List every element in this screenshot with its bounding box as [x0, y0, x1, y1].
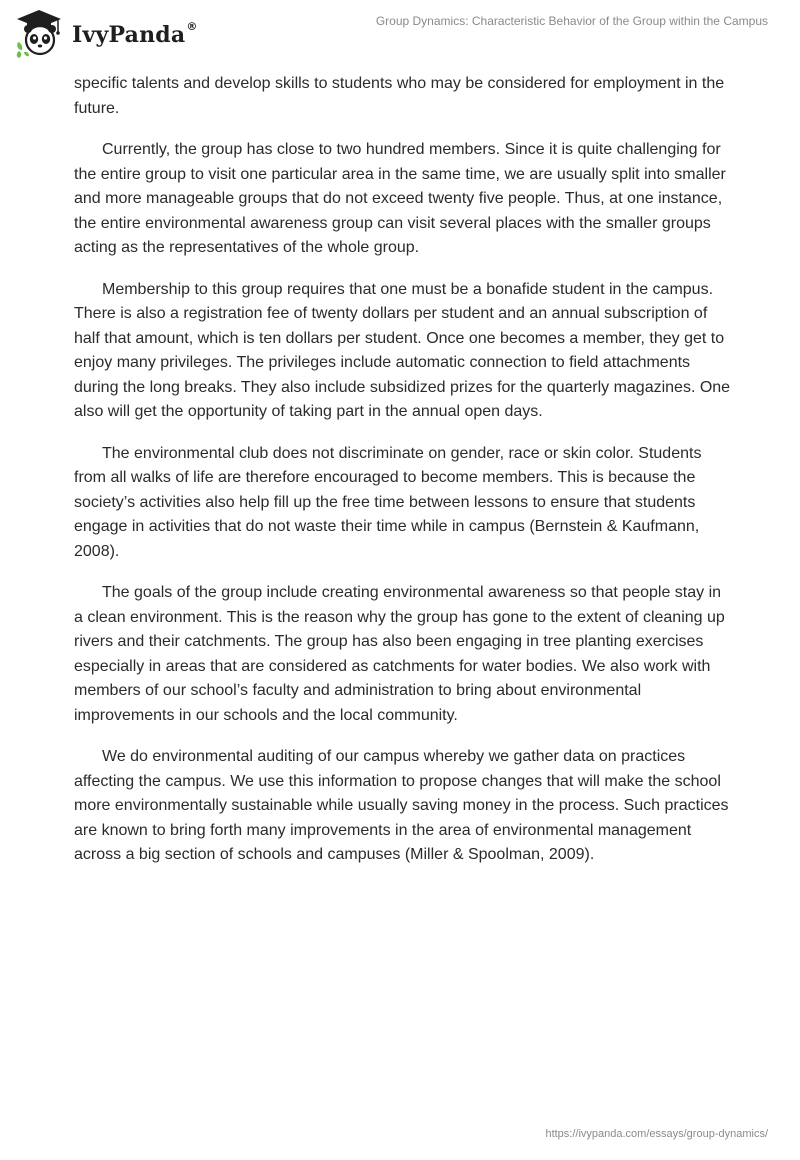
- registered-mark: ®: [186, 19, 198, 33]
- ivypanda-logo[interactable]: [14, 8, 198, 58]
- paragraph-goals: The goals of the group include creating environmental awareness so that people stay in a clean environment. This is the reason why the group has gone to the extent of cleaning up rivers and their catchments. The group has also been engaging in tree planting exercises especially in areas that are considered as catchments for water bodies. We also work with members of our school’s faculty and administration to bring about environmental improvements in our schools and the local community.: [74, 584, 725, 724]
- essay-body: [74, 72, 734, 885]
- paragraph-membership-size: Currently, the group has close to two hundred members. Since it is quite challenging for the entire group to visit one particular area in the same time, we are usually split into smaller and more manageable groups that do not exceed twenty five people. Thus, at one instance, the entire environmental awareness group can visit several places with the smaller groups acting as the representatives of the whole group.: [74, 141, 726, 256]
- panda-logo-icon: [14, 8, 64, 58]
- paragraph-continued: specific talents and develop skills to students who may be considered for employment in the future.: [74, 75, 725, 117]
- page-header: [0, 0, 800, 70]
- paragraph-inclusivity: The environmental club does not discriminate on gender, race or skin color. Students from all walks of life are therefore encouraged to become members. This is because the society’s activities also help fill up the free time between lessons to ensure that students engage in activities that do not waste their time while in campus (Bernstein & Kaufmann, 2008).: [74, 444, 702, 560]
- document-title: Group Dynamics: Characteristic Behavior of the Group within the Campus: [375, 14, 768, 28]
- paragraph-auditing: We do environmental auditing of our campus whereby we gather data on practices affecting the campus. We use this information to propose changes that will make the school more environmentally sustainable while usually saving money in the process. Such practices are known to bring forth many improvements in the area of environmental management across a big section of schools and campuses (Miller & Spoolman, 2009).: [74, 748, 729, 863]
- source-url-link[interactable]: https://ivypanda.com/essays/group-dynamics/: [545, 1128, 768, 1140]
- paragraph-membership-requirements: Membership to this group requires that one must be a bonafide student in the campus. There is also a registration fee of twenty dollars per student and an annual subscription of half that amount, which is ten dollars per student. Once one becomes a member, they get to enjoy many privileges. The privileges include automatic connection to field attachments during the long breaks. They also include subsidized prizes for the quarterly magazines. One also will get the opportunity of taking part in the annual open days.: [74, 280, 731, 420]
- brand-name: IvyPanda®: [72, 19, 198, 48]
